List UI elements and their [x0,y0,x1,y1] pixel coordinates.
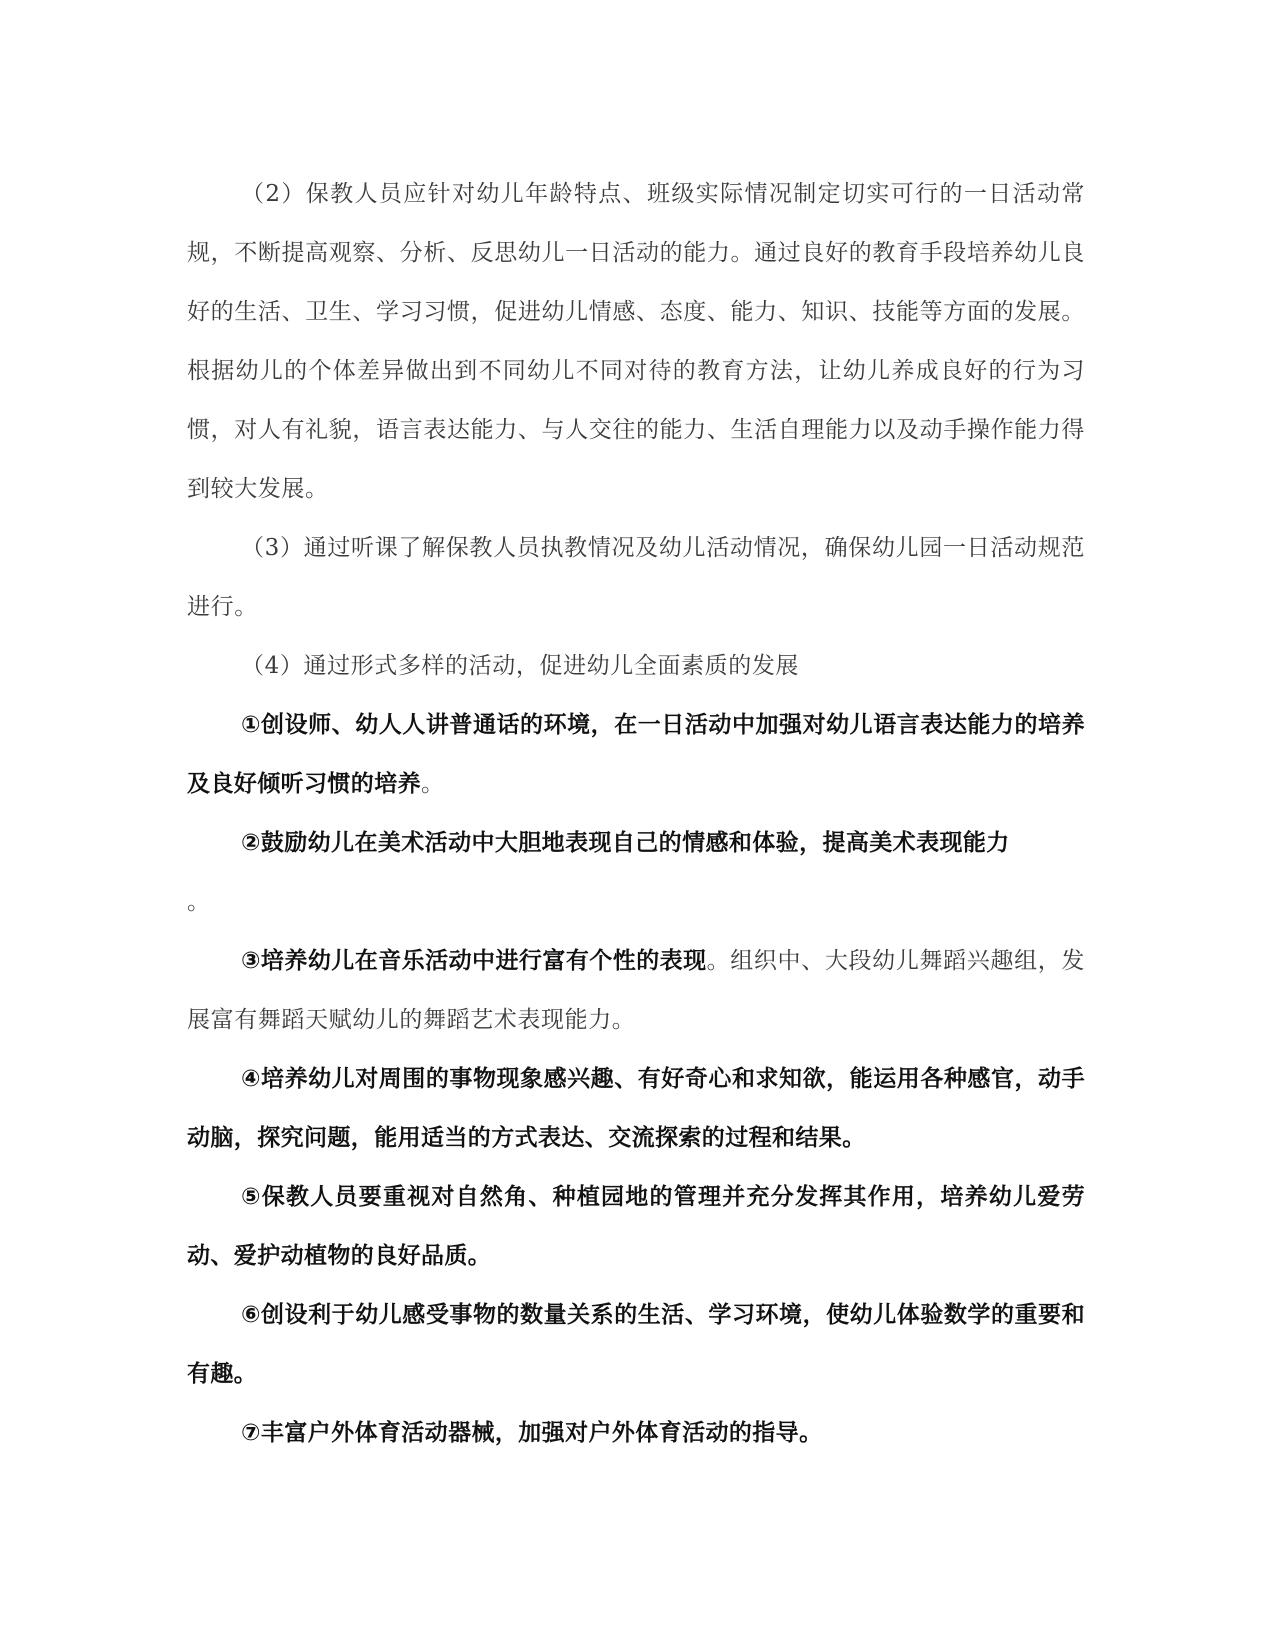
list-item-6: ⑥创设利于幼儿感受事物的数量关系的生活、学习环境，使幼儿体验数学的重要和有趣。 [187,1302,1085,1387]
list-item-2-end: 。 [187,889,211,915]
list-item-7: ⑦丰富户外体育活动器械，加强对户外体育活动的指导。 [241,1420,823,1446]
paragraph-3: （3）通过听课了解保教人员执教情况及幼儿活动情况，确保幼儿园一日活动规范进行。 [187,535,1085,620]
list-item-2-text: ②鼓励幼儿在美术活动中大胆地表现自己的情感和体验，提高美术表现能力 [241,830,1010,856]
list-item-3-rest: 。组织中、大段幼儿舞蹈兴趣组，发展富有舞蹈天赋幼儿的舞蹈艺术表现能力。 [187,948,1085,1033]
list-item-1 [187,696,1085,814]
list-item-3-bold: ③培养幼儿在音乐活动中进行富有个性的表现 [241,948,707,974]
list-item-1-end: 。 [421,771,445,797]
list-item-1-text: ①创设师、幼人人讲普通话的环境，在一日活动中加强对幼儿语言表达能力的培养及良好倾听习惯的培养 [187,712,1085,797]
paragraph-2: （2）保教人员应针对幼儿年龄特点、班级实际情况制定切实可行的一日活动常规，不断提高观察、分析、反思幼儿一日活动的能力。通过良好的教育手段培养幼儿良好的生活、卫生、学习习惯，促进幼儿情感、态度、能力、知识、技能等方面的发展。根据幼儿的个体差异做出到不同幼儿不同对待的教育方法，让幼儿养成良好的行为习惯，对人有礼貌，语言表达能力、与人交往的能力、生活自理能力以及动手操作能力得到较大发展。 [187,181,1085,502]
list-item-2 [187,814,1085,932]
list-item-3 [187,932,1085,1050]
paragraph-4: （4）通过形式多样的活动，促进幼儿全面素质的发展 [241,653,800,679]
document-page [187,165,1085,1463]
list-item-5: ⑤保教人员要重视对自然角、种植园地的管理并充分发挥其作用，培养幼儿爱劳动、爱护动植物的良好品质。 [187,1184,1085,1269]
list-item-4: ④培养幼儿对周围的事物现象感兴趣、有好奇心和求知欲，能运用各种感官，动手动脑，探究问题，能用适当的方式表达、交流探索的过程和结果。 [187,1066,1085,1151]
